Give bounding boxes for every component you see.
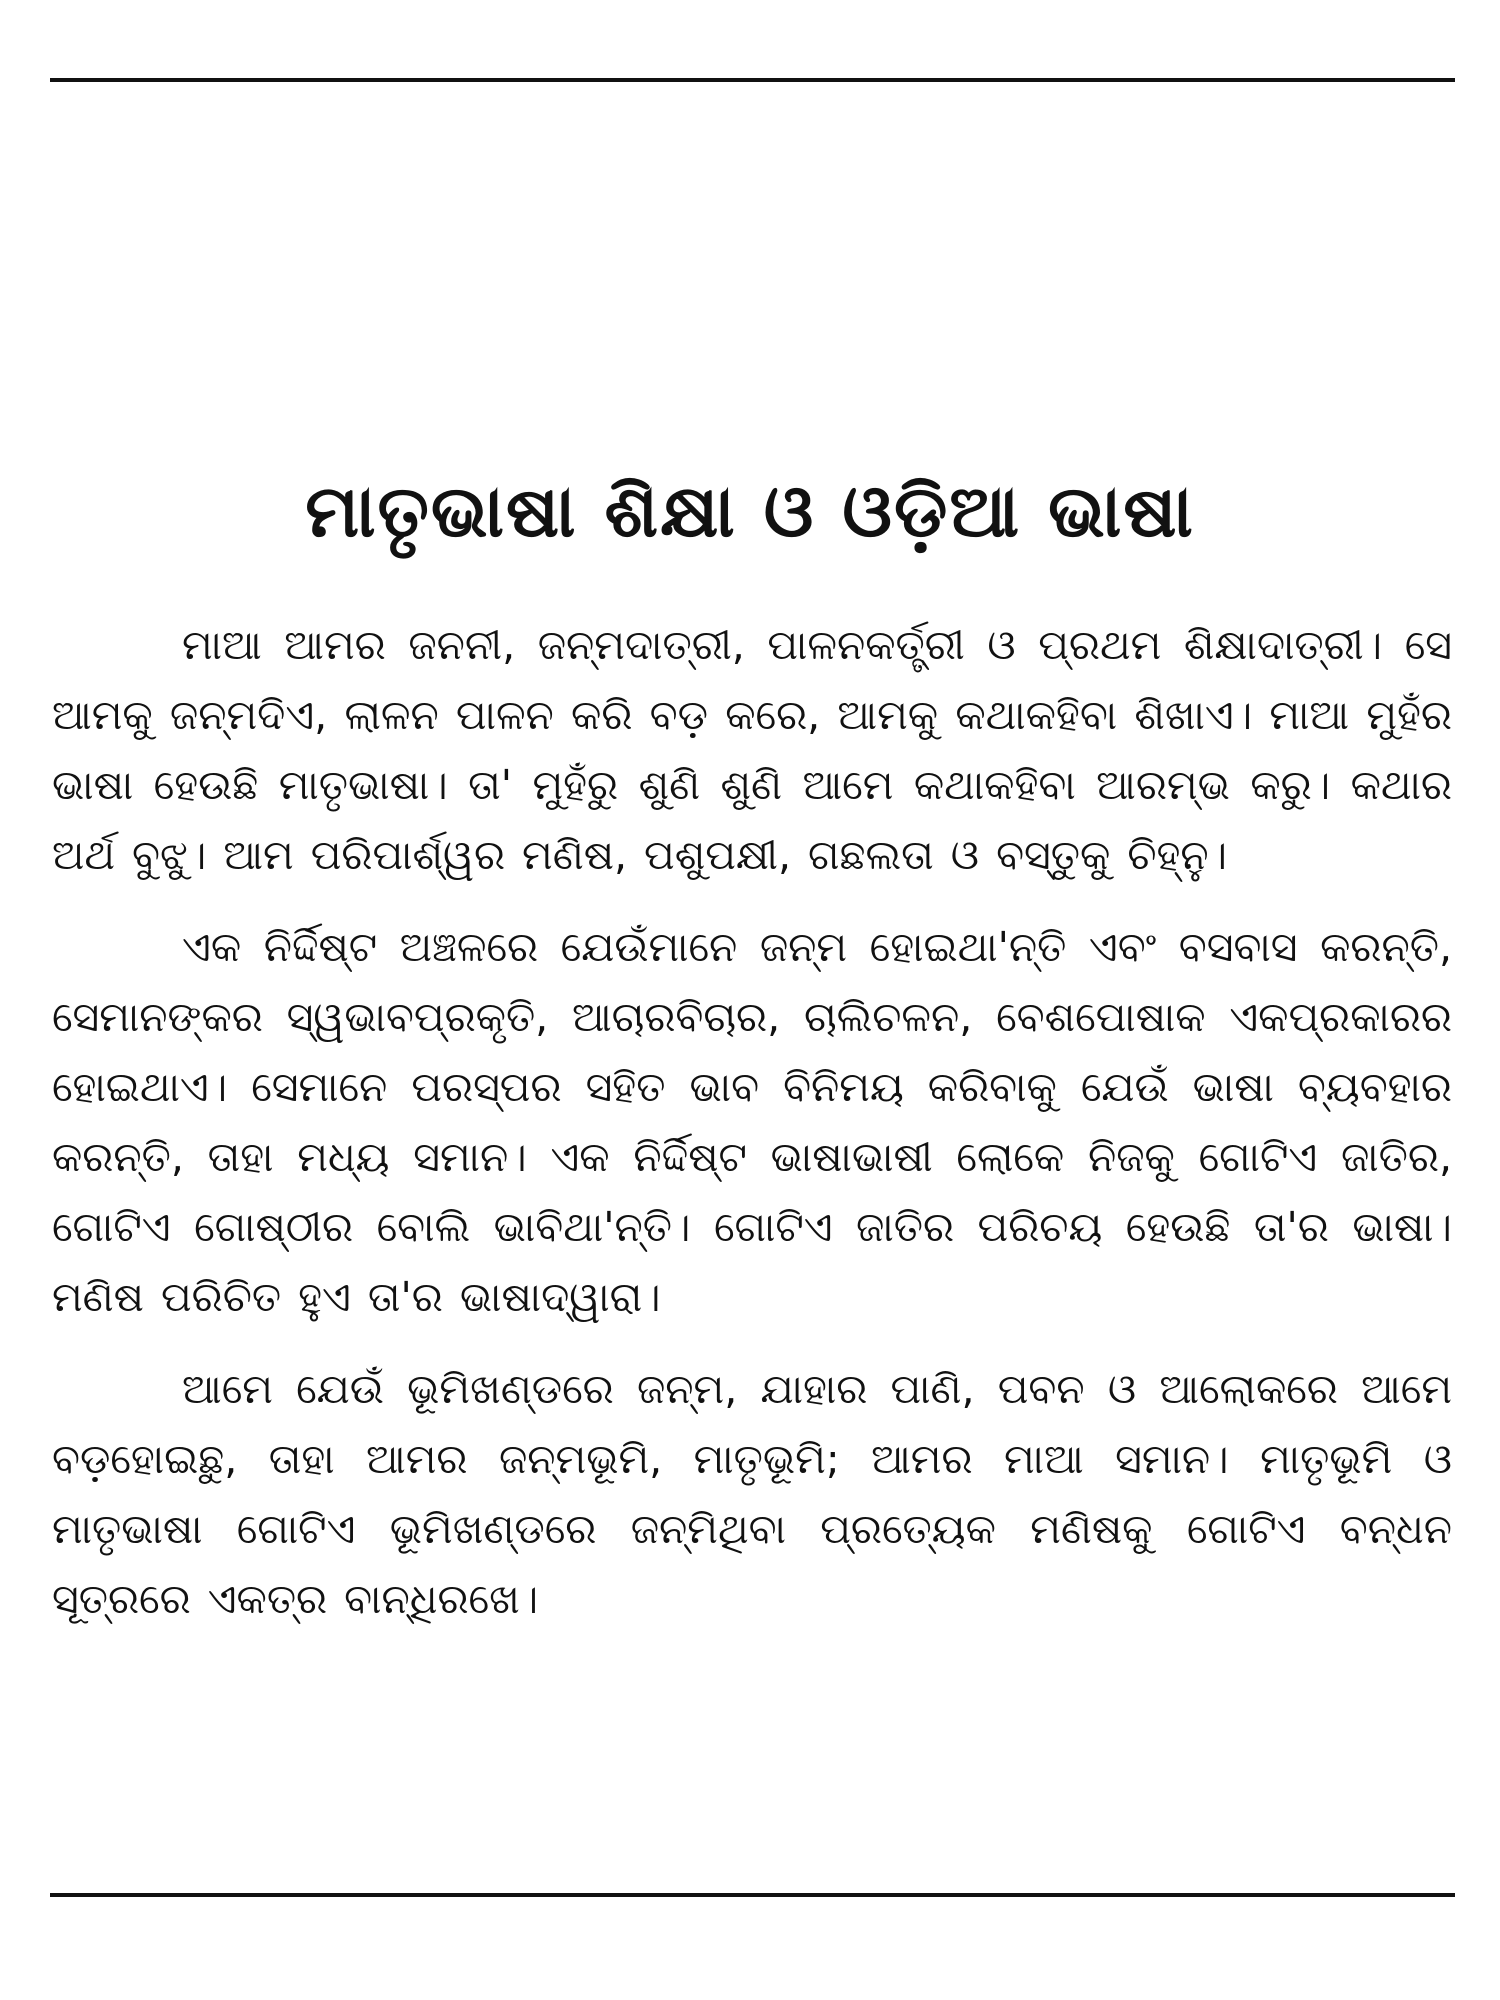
paragraph-3: ଆମେ ଯେଉଁ ଭୂମିଖଣ୍ଡରେ ଜନ୍ମ, ଯାହାର ପାଣି, ପବନ ଓ ଆଲୋକରେ ଆମେ ବଡ଼ହୋଇଛୁ, ତାହା ଆମର ଜନ୍ମଭୂମି, ମାତୃଭୂମି; ଆମର ମାଆ ସମାନ। ମାତୃଭୂମି ଓ ମାତୃଭାଷା ଗୋଟିଏ ଭୂମିଖଣ୍ଡରେ ଜନ୍ମିଥିବା ପ୍ରତ୍ୟେକ ମଣିଷକୁ ଗୋଟିଏ ବନ୍ଧନ ସୂତ୍ରରେ ଏକତ୍ର ବାନ୍ଧିରଖେ। xyxy=(52,1365,1452,1623)
page-title: ମାତୃଭାଷା ଶିକ୍ଷା ଓ ଓଡ଼ିଆ ଭାଷା xyxy=(305,469,1195,554)
paragraph-2: ଏକ ନିର୍ଦ୍ଦିଷ୍ଟ ଅଞ୍ଚଳରେ ଯେଉଁମାନେ ଜନ୍ମ ହୋଇଥା'ନ୍ତି ଏବଂ ବସବାସ କରନ୍ତି, ସେମାନଙ୍କର ସ୍ୱଭାବପ୍ରକୃତି, ଆଚାରବିଚାର, ଚାଲିଚଳନ, ବେଶପୋଷାକ ଏକପ୍ରକାରର ହୋଇଥାଏ। ସେମାନେ ପରସ୍ପର ସହିତ ଭାବ ବିନିମୟ କରିବାକୁ ଯେଉଁ ଭାଷା ବ୍ୟବହାର କରନ୍ତି, ତାହା ମଧ୍ୟ ସମାନ। ଏକ ନିର୍ଦ୍ଦିଷ୍ଟ ଭାଷାଭାଷୀ ଲୋକେ ନିଜକୁ ଗୋଟିଏ ଜାତିର, ଗୋଟିଏ ଗୋଷ୍ଠୀର ବୋଲି ଭାବିଥା'ନ୍ତି। ଗୋଟିଏ ଜାତିର ପରିଚୟ ହେଉଛି ତା'ର ଭାଷା। ମଣିଷ ପରିଚିତ ହୁଏ ତା'ର ଭାଷାଦ୍ୱାରା। xyxy=(52,923,1452,1321)
bottom-rule xyxy=(50,1893,1455,1897)
paragraph-1: ମାଆ ଆମର ଜନନୀ, ଜନ୍ମଦାତ୍ରୀ, ପାଳନକର୍ତ୍ତ୍ରୀ ଓ ପ୍ରଥମ ଶିକ୍ଷାଦାତ୍ରୀ। ସେ ଆମକୁ ଜନ୍ମଦିଏ, ଲାଳନ ପାଳନ କରି ବଡ଼ କରେ, ଆମକୁ କଥାକହିବା ଶିଖାଏ। ମାଆ ମୁହଁର ଭାଷା ହେଉଛି ମାତୃଭାଷା। ତା' ମୁହଁରୁ ଶୁଣି ଶୁଣି ଆମେ କଥାକହିବା ଆରମ୍ଭ କରୁ। କଥାର ଅର୍ଥ ବୁଝୁ। ଆମ ପରିପାର୍ଶ୍ୱର ମଣିଷ, ପଶୁପକ୍ଷୀ, ଗଛଲତା ଓ ବସ୍ତୁକୁ ଚିହ୍ନୁ। xyxy=(52,621,1452,879)
body-text xyxy=(52,610,1452,1656)
top-rule xyxy=(50,78,1455,82)
